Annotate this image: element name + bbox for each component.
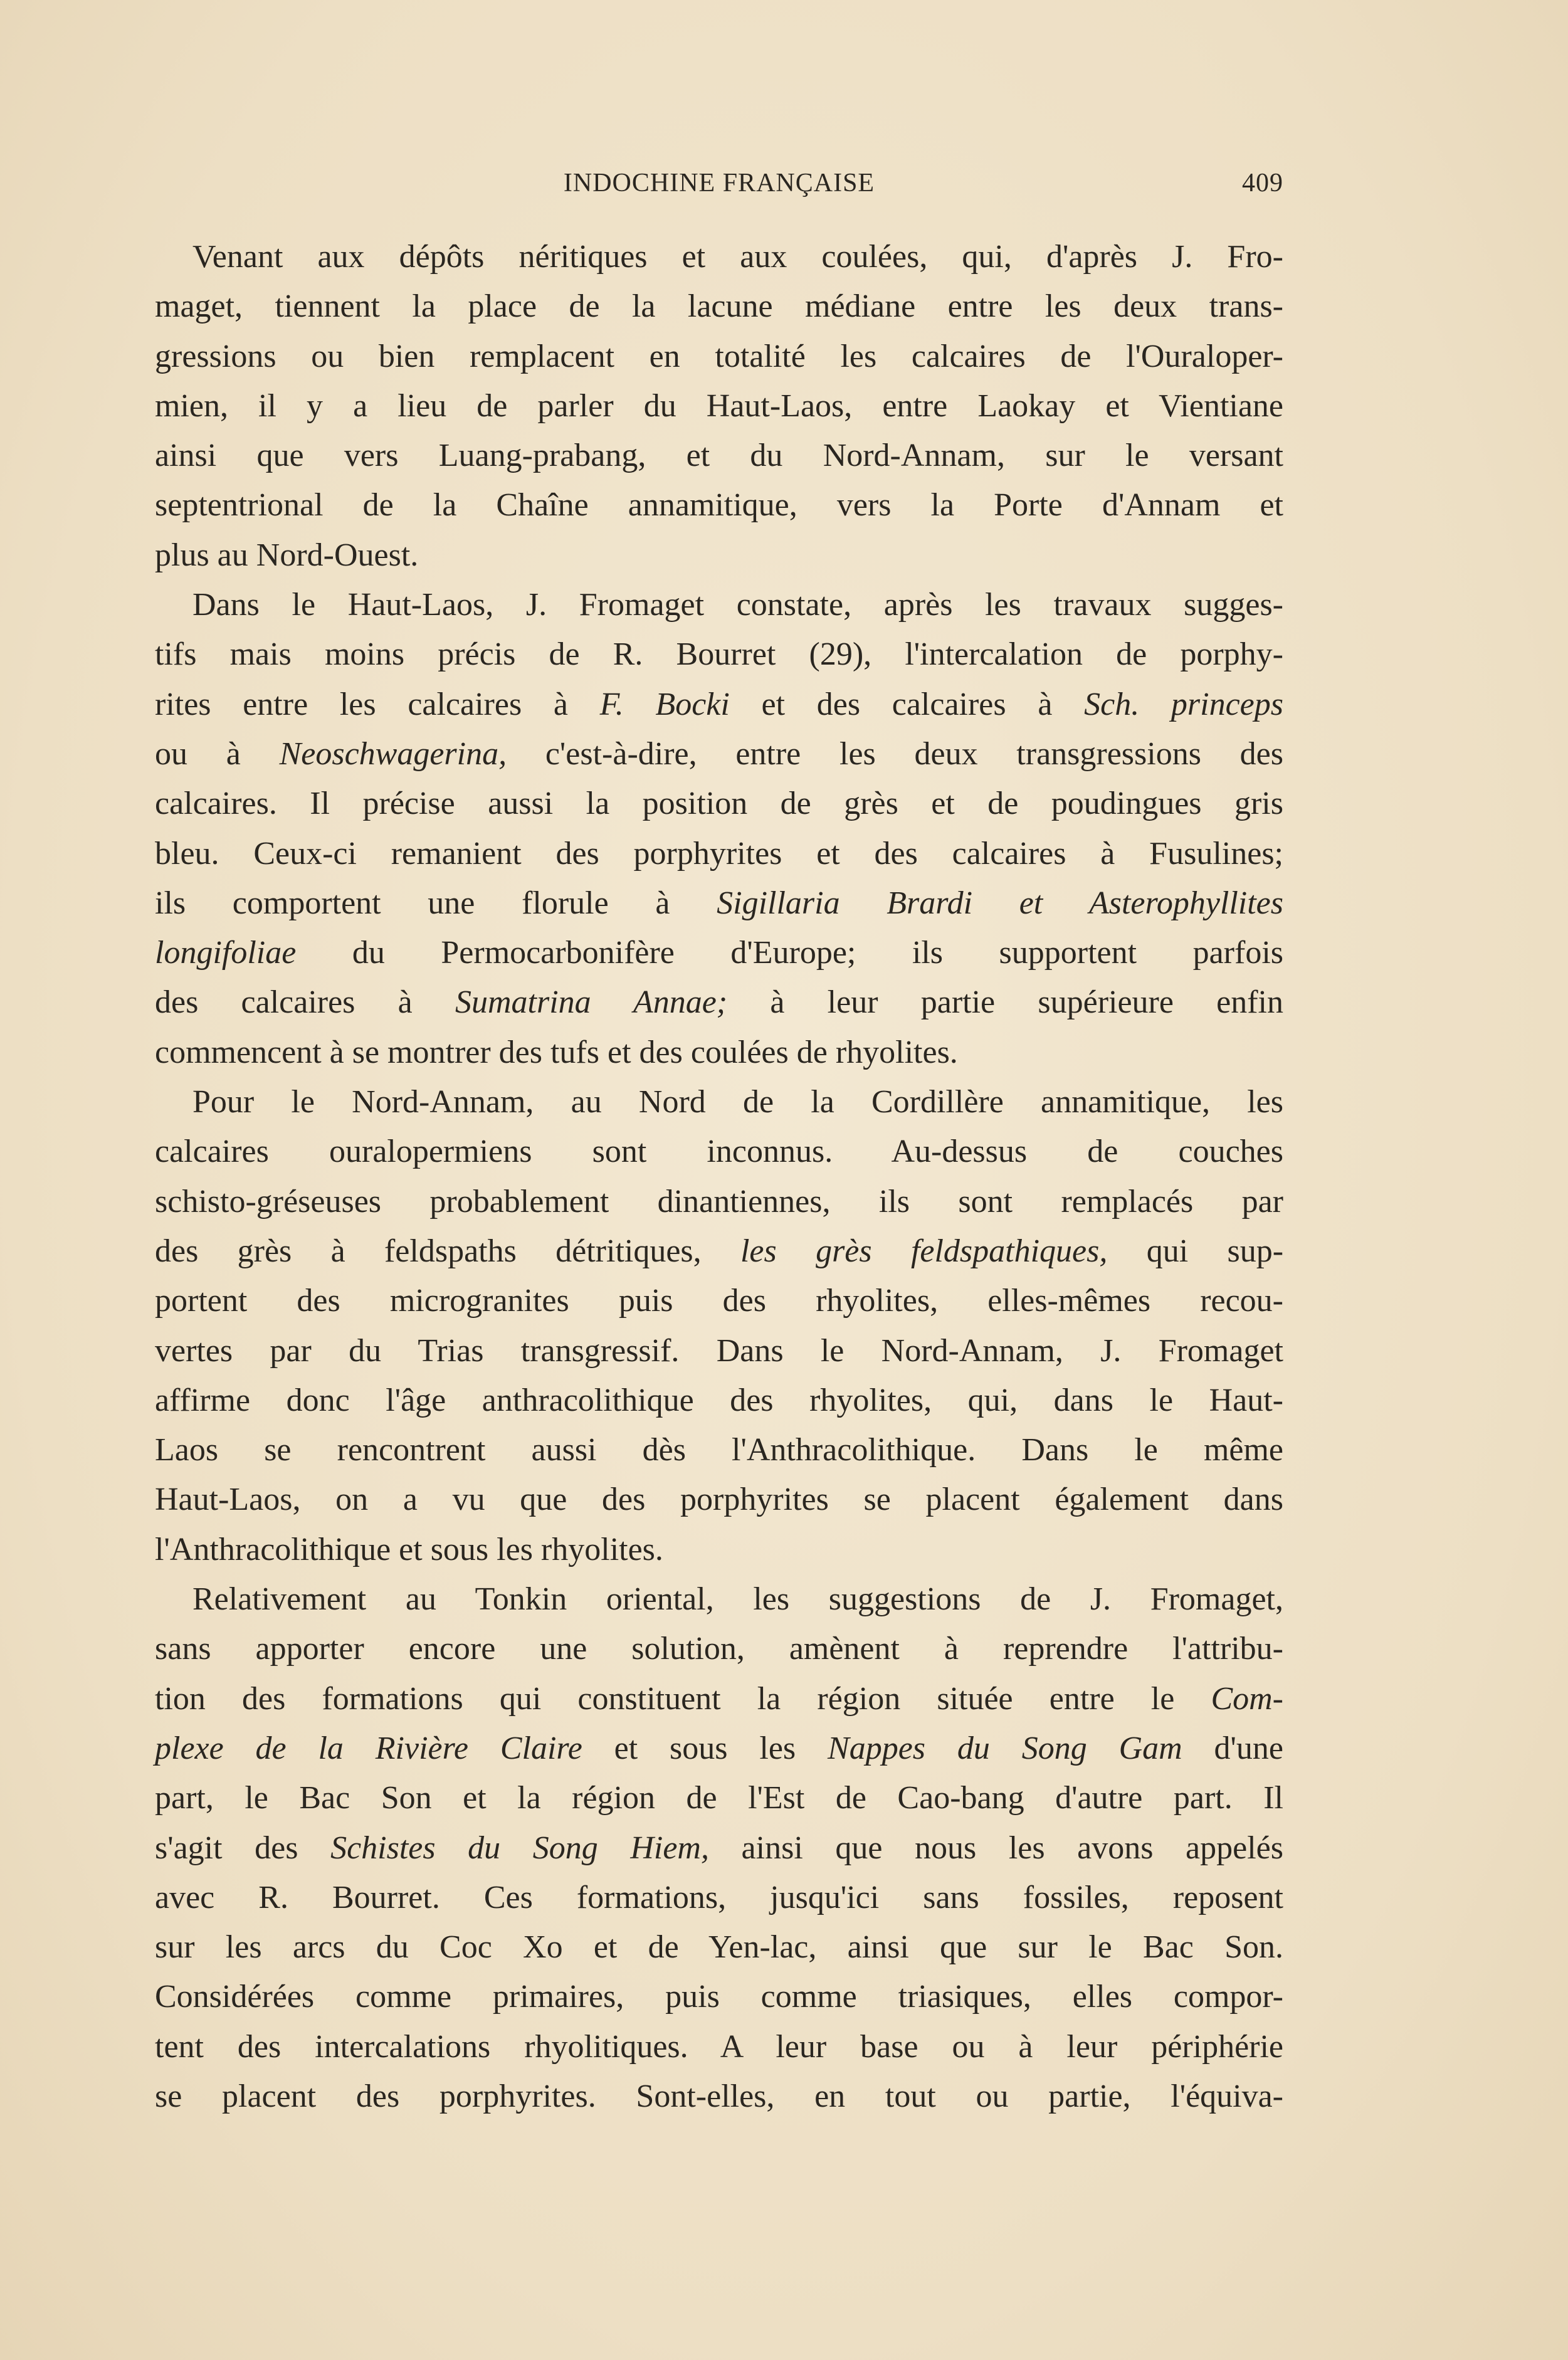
italic-text: F. Bocki xyxy=(599,686,730,722)
text-segment: et des calcaires à xyxy=(729,686,1085,722)
italic-text: Sigillaria Brardi et Asterophyllites xyxy=(717,885,1283,921)
text-segment: sans apporter encore une solution, amènent à reprendre l'attribu- xyxy=(155,1631,1283,1667)
text-line xyxy=(155,1326,1283,1376)
text-segment: tent des intercalations rhyolitiques. A leur base ou à leur périphérie xyxy=(155,2028,1283,2065)
italic-text: les grès feldspathiques, xyxy=(740,1233,1108,1269)
running-title: INDOCHINE FRANÇAISE xyxy=(563,169,875,198)
text-line xyxy=(155,1624,1283,1673)
text-segment: ainsi que nous les avons appelés xyxy=(708,1830,1283,1866)
text-segment: maget, tiennent la place de la lacune médiane entre les deux trans- xyxy=(155,288,1283,325)
text-segment: rites entre les calcaires à xyxy=(155,686,600,722)
text-segment: septentrional de la Chaîne annamitique, vers la Porte d'Annam et xyxy=(155,487,1283,524)
italic-text: Sch. princeps xyxy=(1084,686,1283,722)
text-segment: gressions ou bien remplacent en totalité les calcaires de l'Ouraloper- xyxy=(155,338,1283,374)
text-line xyxy=(155,530,1283,580)
text-line xyxy=(155,779,1283,828)
text-line xyxy=(155,232,1283,282)
text-line xyxy=(155,2022,1283,2072)
text-line xyxy=(155,1773,1283,1823)
text-segment: part, le Bac Son et la région de l'Est de Cao-bang d'autre part. Il xyxy=(155,1780,1283,1816)
italic-text: Com- xyxy=(1211,1680,1283,1717)
text-line xyxy=(155,480,1283,530)
text-line xyxy=(155,878,1283,928)
text-line xyxy=(155,1077,1283,1127)
text-segment: l'Anthracolithique et sous les rhyolites. xyxy=(155,1531,663,1567)
text-segment: vertes par du Trias transgressif. Dans le Nord-Annam, J. Fromaget xyxy=(155,1332,1283,1369)
text-line xyxy=(155,1823,1283,1873)
text-line xyxy=(155,1525,1283,1574)
text-segment: et sous les xyxy=(582,1730,828,1766)
text-segment: schisto-gréseuses probablement dinantiennes, ils sont remplacés par xyxy=(155,1183,1283,1220)
text-line xyxy=(155,1674,1283,1724)
text-segment: affirme donc l'âge anthracolithique des rhyolites, qui, dans le Haut- xyxy=(155,1382,1283,1418)
text-line xyxy=(155,1376,1283,1425)
text-line xyxy=(155,1177,1283,1226)
text-segment: c'est-à-dire, entre les deux transgressions des xyxy=(507,735,1283,772)
text-segment: du Permocarbonifère d'Europe; ils supportent parfois xyxy=(296,935,1283,971)
text-segment: à leur partie supérieure enfin xyxy=(727,984,1284,1021)
text-line xyxy=(155,1574,1283,1624)
text-segment: plus au Nord-Ouest. xyxy=(155,537,419,573)
text-segment: Venant aux dépôts néritiques et aux coulées, qui, d'après J. Fro- xyxy=(192,239,1283,275)
text-segment: sur les arcs du Coc Xo et de Yen-lac, ainsi que sur le Bac Son. xyxy=(155,1929,1283,1966)
text-segment: avec R. Bourret. Ces formations, jusqu'ici sans fossiles, reposent xyxy=(155,1879,1283,1915)
text-line xyxy=(155,282,1283,331)
text-line xyxy=(155,829,1283,878)
text-line xyxy=(155,928,1283,977)
text-segment: qui sup- xyxy=(1107,1233,1284,1269)
text-line xyxy=(155,977,1283,1027)
text-segment: Relativement au Tonkin oriental, les suggestions de J. Fromaget, xyxy=(192,1581,1283,1618)
page-number: 409 xyxy=(1242,169,1283,198)
text-line xyxy=(155,580,1283,630)
text-line xyxy=(155,1972,1283,2021)
italic-text: Schistes du Song Hiem, xyxy=(330,1830,709,1866)
text-line xyxy=(155,630,1283,679)
text-line xyxy=(155,332,1283,381)
text-segment: tion des formations qui constituent la région située entre le xyxy=(155,1680,1211,1717)
text-line xyxy=(155,1226,1283,1276)
text-line xyxy=(155,381,1283,431)
text-line xyxy=(155,1922,1283,1972)
text-segment: d'une xyxy=(1182,1730,1284,1766)
text-segment: des grès à feldspaths détritiques, xyxy=(155,1233,740,1269)
text-segment: mien, il y a lieu de parler du Haut-Laos, entre Laokay et Vientiane xyxy=(155,387,1283,424)
italic-text: plexe de la Rivière Claire xyxy=(155,1730,582,1766)
italic-text: Nappes du Song Gam xyxy=(828,1730,1182,1766)
text-segment: Pour le Nord-Annam, au Nord de la Cordillère annamitique, les xyxy=(192,1084,1283,1120)
text-segment: calcaires ouralopermiens sont inconnus. Au-dessus de couches xyxy=(155,1134,1283,1170)
text-segment: ils comportent une florule à xyxy=(155,885,717,921)
text-line xyxy=(155,2072,1283,2121)
text-line xyxy=(155,1425,1283,1475)
text-segment: ainsi que vers Luang-prabang, et du Nord-Annam, sur le versant xyxy=(155,438,1283,474)
text-line xyxy=(155,1028,1283,1077)
italic-text: Sumatrina Annae; xyxy=(455,984,728,1021)
text-line xyxy=(155,1475,1283,1524)
text-line xyxy=(155,1873,1283,1922)
text-segment: bleu. Ceux-ci remanient des porphyrites et des calcaires à Fusulines; xyxy=(155,835,1283,872)
italic-text: longifoliae xyxy=(155,935,297,971)
text-line xyxy=(155,729,1283,779)
text-segment: calcaires. Il précise aussi la position de grès et de poudingues gris xyxy=(155,786,1283,822)
text-line xyxy=(155,431,1283,480)
text-segment: s'agit des xyxy=(155,1830,331,1866)
text-segment: ou à xyxy=(155,735,280,772)
italic-text: Neoschwagerina, xyxy=(279,735,507,772)
text-segment: Laos se rencontrent aussi dès l'Anthracolithique. Dans le même xyxy=(155,1432,1283,1468)
text-line xyxy=(155,1127,1283,1176)
text-line xyxy=(155,1724,1283,1773)
running-header xyxy=(155,168,1283,206)
body-text xyxy=(155,232,1283,2121)
text-segment: Haut-Laos, on a vu que des porphyrites se placent également dans xyxy=(155,1482,1283,1518)
text-segment: Considérées comme primaires, puis comme triasiques, elles compor- xyxy=(155,1979,1283,2015)
text-line xyxy=(155,1276,1283,1325)
text-segment: se placent des porphyrites. Sont-elles, en tout ou partie, l'équiva- xyxy=(155,2078,1283,2114)
text-segment: commencent à se montrer des tufs et des coulées de rhyolites. xyxy=(155,1034,958,1070)
text-line xyxy=(155,680,1283,729)
text-segment: Dans le Haut-Laos, J. Fromaget constate, après les travaux sugges- xyxy=(192,587,1283,623)
text-segment: tifs mais moins précis de R. Bourret (29), l'intercalation de porphy- xyxy=(155,636,1283,673)
text-segment: portent des microgranites puis des rhyolites, elles-mêmes recou- xyxy=(155,1283,1283,1319)
text-segment: des calcaires à xyxy=(155,984,455,1021)
